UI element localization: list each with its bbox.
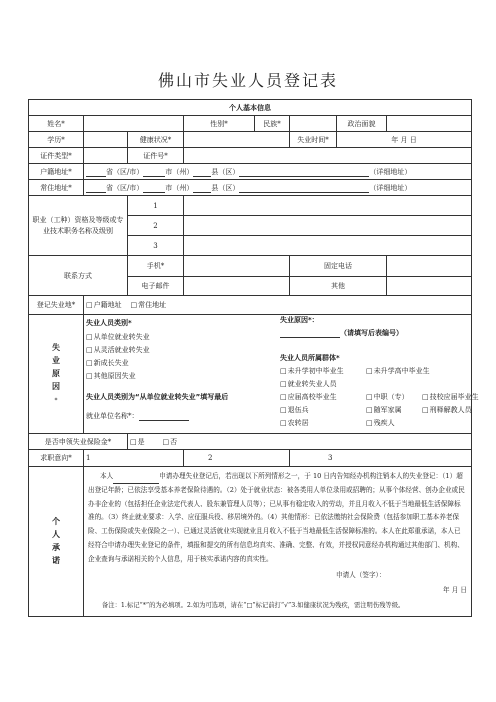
- other-contact-field[interactable]: [387, 277, 472, 296]
- qualification-index-1: 1: [128, 196, 184, 216]
- qualification-field-2[interactable]: [184, 216, 472, 236]
- email-label: 电子邮件: [128, 277, 184, 296]
- unit-note: 失业人员类别为“从单位就业转失业”填写最后: [86, 393, 229, 401]
- health-label: 健康状况*: [128, 132, 184, 148]
- insurance-options: [128, 434, 472, 450]
- unit-name-label: 就业单位名称*：: [86, 411, 189, 421]
- promise-name-field[interactable]: [113, 476, 159, 484]
- unemployment-time-field[interactable]: 年 月 日: [337, 132, 472, 148]
- job-intention-2[interactable]: 2: [184, 450, 290, 467]
- name-field[interactable]: [84, 116, 184, 132]
- promise-text: 申请办理失业登记后，若出现以下所列情形之一，于 10 日内告知经办机构注销本人的失业登记：（1）超出登记年龄；已依法享受基本养老保险待遇的。（2）处于就业状态：被各类用人单位录用或招聘的；从事个体经营、创办企业或民办非企业的（包括担任企业法定代表人、股东兼管理人员等）；已从事有稳定收入的劳动，并且月收入不低于当地最低生活保障标准的。（3）终止就业要求：入学、应征服兵役、移居境外的。（4）其他情形：已依法缴纳社会保险费（包括参加职工基本养老保险、工伤保险或失业保险之一）、已通过灵活就业实现就业且月收入不低于当地最低生活保障标准的。本人在此郑重承诺，本人已经符合申请办理失业登记的条件，填报和提交的所有信息均真实、准确、完整、有效，并授权同意经办机构通过其他部门、机构、企业查询与承诺相关的个人信息，用于核实承诺内容的真实性。: [88, 472, 465, 563]
- reason-side-label: 失 业 原 因 *: [29, 315, 84, 434]
- landline-label: 固定电话: [290, 256, 387, 277]
- political-label: 政治面貌: [337, 116, 387, 132]
- qualification-field-1[interactable]: [184, 196, 472, 216]
- category-option-4[interactable]: □ 其他原因失业: [86, 371, 136, 381]
- group-option-4[interactable]: □ 应届高校毕业生: [280, 392, 337, 402]
- insurance-label: 是否申领失业保险金*: [29, 434, 128, 450]
- landline-field[interactable]: [387, 256, 472, 277]
- unemployment-reason-panel: [84, 315, 479, 434]
- promise-panel: 本人 申请办理失业登记后，若出现以下所列情形之一，于 10 日内告知经办机构注销本人的失业登记：（1）超出登记年龄；已依法享受基本养老保险待遇的。（2）处于就业状态：被各类用人单位录用或招聘的；从事个体经营、创办企业或民办非企业的（包括担任企业法定代表人、股东兼管理人员等）；已从事有稳定收入的劳动，并且月收入不低于当地最低生活保障标准的。（3）终止就业要求：入学、应征服兵役、移居境外的。（4）其他情形：已依法缴纳社会保险费（包括参加职工基本养老保险、工伤保险或失业保险之一）、已通过灵活就业实现就业且月收入不低于当地最低生活保障标准的。本人在此郑重承诺，本人已经符合申请办理失业登记的条件，填报和提交的所有信息均真实、准确、完整、有效，并授权同意经办机构通过其他部门、机构、企业查询与承诺相关的个人信息，用于核实承诺内容的真实性。 申请人（签字）： 年 月 日 备注：1.标记“*”的为必填项。2.如为可选项，请在“□”标记前打“√”3.如健康状况为残疾，需注明伤残等级。: [84, 467, 472, 617]
- group-option-10[interactable]: □ 农转居: [280, 418, 309, 428]
- qualification-label: 职业（工种）资格及等级或专业技术职务名称及级别: [29, 196, 128, 256]
- id-number-field[interactable]: [184, 148, 472, 164]
- ethnic-label: 民族*: [255, 116, 290, 132]
- household-address-label: 户籍地址*: [29, 164, 84, 180]
- promise-side-label: 个 人 承 诺: [29, 467, 84, 617]
- residence-address-label: 常住地址*: [29, 180, 84, 196]
- group-option-5[interactable]: □ 中职（专）: [366, 392, 409, 402]
- category-title: 失业人员类别*: [86, 319, 132, 327]
- group-title: 失业人员所属群体*: [280, 354, 340, 362]
- group-option-9[interactable]: □ 刑释解教人员: [422, 405, 472, 415]
- page-title: 佛山市失业人员登记表: [157, 71, 338, 90]
- category-option-3[interactable]: □ 新成长失业: [86, 358, 129, 368]
- group-option-1[interactable]: □ 未升学初中毕业生: [280, 366, 344, 376]
- group-option-6[interactable]: □ 技校应届毕业生: [422, 392, 479, 402]
- id-type-field[interactable]: [84, 148, 128, 164]
- qualification-field-3[interactable]: [184, 236, 472, 256]
- registration-place-label: 登记失业地*: [29, 296, 84, 315]
- registration-place-options: [84, 296, 472, 315]
- insurance-yes[interactable]: □ 是: [130, 438, 145, 446]
- qualification-index-2: 2: [128, 216, 184, 236]
- contact-label: 联系方式: [29, 256, 128, 296]
- name-label: 姓名*: [29, 116, 84, 132]
- category-option-2[interactable]: □ 从灵活就业转失业: [86, 345, 150, 355]
- education-label: 学历*: [29, 132, 84, 148]
- qualification-index-3: 3: [128, 236, 184, 256]
- residence-address-field[interactable]: 省（区/市） 市（州） 县（区） （详细地址）: [84, 180, 472, 196]
- group-option-3[interactable]: □ 就业转失业人员: [280, 379, 337, 389]
- group-option-8[interactable]: □ 随军家属: [366, 405, 402, 415]
- group-option-11[interactable]: □ 残疾人: [366, 418, 395, 428]
- gender-label: 性别*: [184, 116, 255, 132]
- id-type-label: 证件类型*: [29, 148, 84, 164]
- section-header: 个人基本信息: [29, 100, 472, 116]
- id-number-label: 证件号*: [128, 148, 184, 164]
- education-field[interactable]: [84, 132, 128, 148]
- political-field[interactable]: [387, 116, 472, 132]
- job-intention-label: 求职意向*: [29, 450, 84, 467]
- mobile-field[interactable]: [184, 256, 290, 277]
- email-field[interactable]: [184, 277, 290, 296]
- health-field[interactable]: [184, 132, 290, 148]
- ethnic-field[interactable]: [290, 116, 337, 132]
- category-option-1[interactable]: □ 从单位就业转失业: [86, 332, 150, 342]
- group-option-2[interactable]: □ 未升学高中毕业生: [366, 366, 430, 376]
- signature-label[interactable]: 申请人（签字）：: [336, 570, 386, 579]
- registration-form: [28, 99, 479, 617]
- cause-title: 失业原因*：: [280, 316, 319, 324]
- insurance-no[interactable]: □ 否: [162, 438, 177, 446]
- group-option-7[interactable]: □ 退伍兵: [280, 405, 309, 415]
- footnote: 备注：1.标记“*”的为必填项。2.如为可选项，请在“□”标记前打“√”3.如健康状况为残疾，需注明伤残等级。: [102, 602, 405, 610]
- option-residence[interactable]: □ 常住地址: [131, 301, 167, 309]
- job-intention-3[interactable]: 3: [290, 450, 472, 467]
- mobile-label: 手机*: [128, 256, 184, 277]
- household-address-field[interactable]: 省（区/市） 市（州） 县（区） （详细地址）: [84, 164, 472, 180]
- sign-date: 年 月 日: [443, 586, 467, 595]
- unemployment-time-label: 失业时间*: [290, 132, 337, 148]
- cause-field[interactable]: （请填写后表编号）: [280, 328, 403, 338]
- option-household[interactable]: □ 户籍地址: [86, 301, 122, 309]
- job-intention-1[interactable]: 1: [84, 450, 184, 467]
- other-contact-label: 其他: [290, 277, 387, 296]
